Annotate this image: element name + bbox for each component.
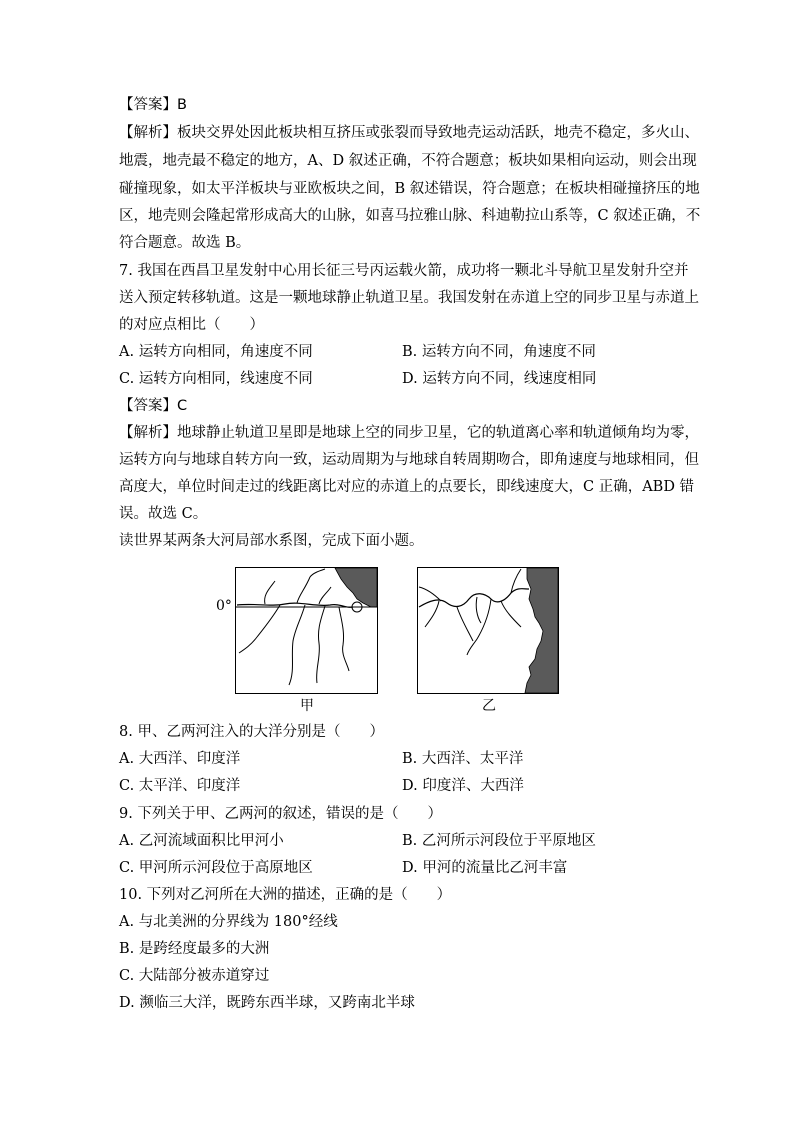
question-7-stem-1: 7. 我国在西昌卫星发射中心用长征三号丙运载火箭，成功将一颗北斗导航卫星发射升空并 xyxy=(119,263,689,279)
question-7-option-b[interactable]: B. 运转方向不同，角速度不同 xyxy=(402,344,596,360)
question-7-option-c[interactable]: C. 运转方向相同，线速度不同 xyxy=(119,371,313,387)
question-7-option-d[interactable]: D. 运转方向不同，线速度相同 xyxy=(402,371,597,387)
question-10-stem: 10. 下列对乙河所在大洲的描述，正确的是（ ） xyxy=(119,887,452,903)
question-7-stem-2: 送入预定转移轨道。这是一颗地球静止轨道卫星。我国发射在赤道上空的同步卫星与赤道上 xyxy=(119,290,699,306)
question-10-option-d[interactable]: D. 濒临三大洋，既跨东西半球，又跨南北半球 xyxy=(119,995,415,1011)
question-7-option-a[interactable]: A. 运转方向相同，角速度不同 xyxy=(119,344,313,360)
explanation-6-line-1: 【解析】板块交界处因此板块相互挤压或张裂而导致地壳运动活跃，地壳不稳定，多火山、 xyxy=(119,125,699,141)
map-intro: 读世界某两条大河局部水系图，完成下面小题。 xyxy=(119,533,424,549)
explanation-6-line-5: 符合题意。故选 B。 xyxy=(119,235,251,251)
equator-label: 0° xyxy=(216,598,232,614)
question-8-stem: 8. 甲、乙两河注入的大洋分别是（ ） xyxy=(119,724,384,740)
question-9-option-b[interactable]: B. 乙河所示河段位于平原地区 xyxy=(402,833,596,849)
question-9-option-c[interactable]: C. 甲河所示河段位于高原地区 xyxy=(119,860,313,876)
map-caption-jia: 甲 xyxy=(300,698,314,714)
map-river-jia xyxy=(235,567,378,694)
explanation-6-line-3: 碰撞现象，如太平洋板块与亚欧板块之间，B 叙述错误，符合题意；在板块相碰撞挤压的地 xyxy=(119,181,700,197)
question-8-option-d[interactable]: D. 印度洋、大西洋 xyxy=(402,778,524,794)
question-9-option-a[interactable]: A. 乙河流域面积比甲河小 xyxy=(119,833,284,849)
explanation-6-line-4: 区，地壳则会隆起常形成高大的山脉，如喜马拉雅山脉、科迪勒拉山系等，C 叙述正确，不 xyxy=(119,208,701,224)
question-10-option-a[interactable]: A. 与北美洲的分界线为 180°经线 xyxy=(119,914,338,930)
explanation-7-line-4: 误。故选 C。 xyxy=(119,506,208,522)
explanation-7-line-2: 运转方向与地球自转方向一致，运动周期为与地球自转周期吻合，即角速度与地球相同，但 xyxy=(119,452,699,468)
question-9-option-d[interactable]: D. 甲河的流量比乙河丰富 xyxy=(402,860,568,876)
question-9-stem: 9. 下列关于甲、乙两河的叙述，错误的是（ ） xyxy=(119,806,442,822)
question-10-option-b[interactable]: B. 是跨经度最多的大洲 xyxy=(119,941,270,957)
question-8-option-b[interactable]: B. 大西洋、太平洋 xyxy=(402,751,524,767)
map-river-yi xyxy=(417,567,559,694)
question-7-stem-3: 的对应点相比（ ） xyxy=(119,317,264,333)
explanation-7-line-3: 高度大，单位时间走过的线距离比对应的赤道上的点要长，即线速度大，C 正确，ABD 错 xyxy=(119,479,695,495)
question-8-option-c[interactable]: C. 太平洋、印度洋 xyxy=(119,778,241,794)
answer-6: 【答案】B xyxy=(119,97,187,113)
explanation-7-line-1: 【解析】地球静止轨道卫星即是地球上空的同步卫星，它的轨道离心率和轨道倾角均为零， xyxy=(119,425,699,441)
question-10-option-c[interactable]: C. 大陆部分被赤道穿过 xyxy=(119,968,270,984)
explanation-6-line-2: 地震，地壳最不稳定的地方，A、D 叙述正确，不符合题意；板块如果相向运动，则会出现 xyxy=(119,153,697,169)
map-caption-yi: 乙 xyxy=(482,698,496,714)
question-8-option-a[interactable]: A. 大西洋、印度洋 xyxy=(119,751,241,767)
answer-7: 【答案】C xyxy=(119,398,188,414)
